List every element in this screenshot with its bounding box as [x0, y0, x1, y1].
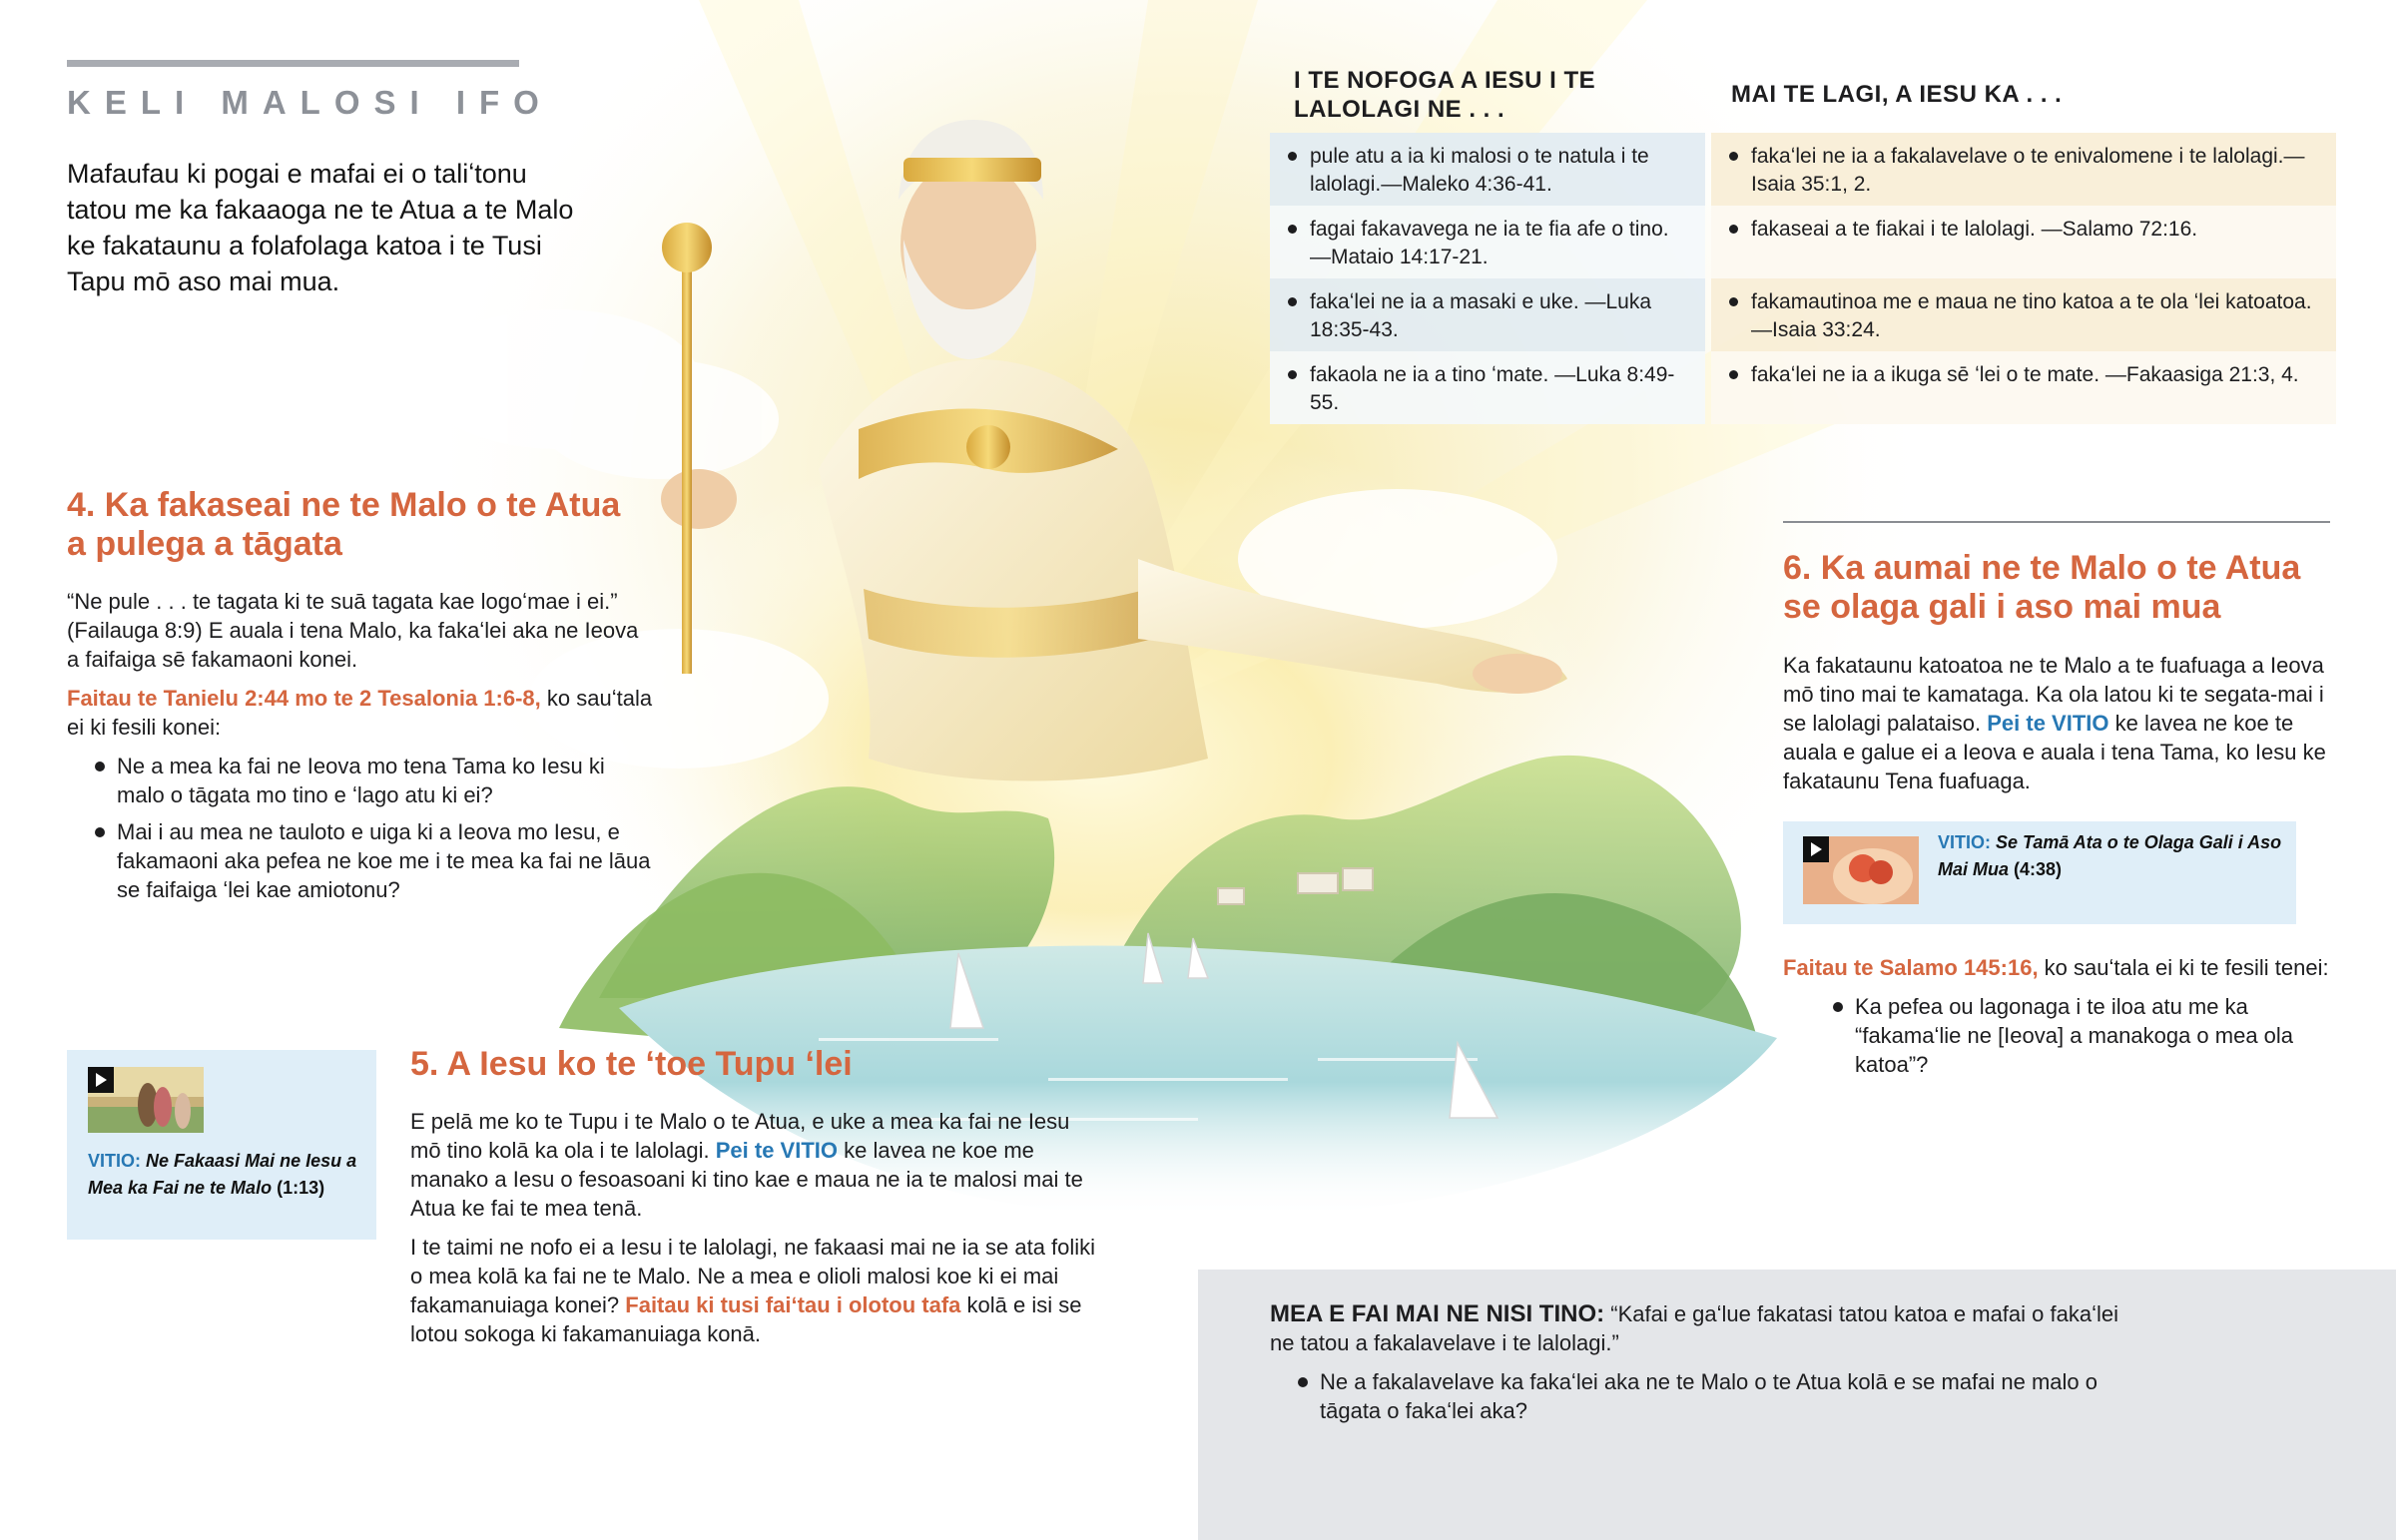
intro-text: Mafaufau ki pogai e mafai ei o taliʻtonu tatou me ka fakaaoga ne te Atua a te Malo ke fakataunu a folafolaga katoa i te Tusi Tapu mō aso mai mua. — [67, 159, 574, 296]
bottom-title: MEA E FAI MAI NE NISI TINO: — [1270, 1300, 1605, 1327]
table-item: fakaʻlei ne ia a ikuga sē ʻlei o te mate. —Fakaasiga 21:3, 4. — [1727, 361, 2320, 389]
table-col2-header: MAI TE LAGI, A IESU KA . . . — [1731, 81, 2063, 108]
table-item: fagai fakavavega ne ia te fia afe o tino.—Mataio 14:17-21. — [1286, 216, 1689, 271]
bottom-questions — [1296, 1367, 2118, 1425]
section-divider — [1783, 521, 2330, 523]
section5-body — [410, 1107, 1099, 1358]
play-icon[interactable] — [88, 1067, 114, 1093]
scripture-link[interactable]: Faitau te Tanielu 2:44 mo te 2 Tesalonia 1:6-8, — [67, 686, 541, 711]
section6-heading: 6. Ka aumai ne te Malo o te Atua se olaga gali i aso mai mua — [1783, 549, 2301, 626]
bottom-quote: MEA E FAI MAI NE NISI TINO: “Kafai e gaʻlue fakatasi tatou katoa e mafai o fakaʻlei ne tatou a fakalavelave i te lalolagi.” — [1270, 1300, 2118, 1355]
video-thumbnail[interactable] — [1803, 836, 1919, 904]
video-caption-1: VITIO: Ne Fakaasi Mai ne Iesu a Mea ka Fai ne te Malo (1:13) — [88, 1151, 357, 1198]
table-cell — [1711, 133, 2336, 206]
video-box-2[interactable] — [1783, 821, 2296, 924]
table-item: fakaʻlei ne ia a masaki e uke. —Luka 18:35-43. — [1286, 288, 1689, 344]
table-cell — [1270, 133, 1705, 206]
section6-paragraph: Ka fakataunu katoatoa ne te Malo a te fuafuaga a Ieova mō tino mai te kamataga. Ka ola latou ki te segata-mai i se lalolagi palataiso. Pei te VITIO ke lavea ne koe te auala e galue ei a Ieova e auala i tena Tama, ko Iesu ke fakataunu Tena fuafuaga. — [1783, 653, 2326, 793]
table-cell — [1270, 278, 1705, 351]
section4-body — [67, 587, 656, 912]
table-cell — [1711, 278, 2336, 351]
section4-read-instruction: Faitau te Tanielu 2:44 mo te 2 Tesalonia 1:6-8, ko sauʻtala ei ki fesili konei: — [67, 686, 653, 740]
section6-questions — [1831, 992, 2332, 1079]
bottom-panel-content — [1270, 1299, 2118, 1433]
section6-read — [1783, 953, 2332, 1087]
video-duration: (1:13) — [277, 1178, 325, 1198]
question-item: Ne a mea ka fai ne Ieova mo tena Tama ko Iesu ki malo o tāgata mo tino e ʻlago atu ki ei? — [93, 752, 656, 809]
section6-body — [1783, 651, 2332, 805]
video-title[interactable]: Ne Fakaasi Mai ne Iesu a Mea ka Fai ne te Malo — [88, 1151, 357, 1198]
section4-heading: 4. Ka fakaseai ne te Malo o te Atua a pulega a tāgata — [67, 486, 621, 563]
section5-heading: 5. A Iesu ko te ʻtoe Tupu ʻlei — [410, 1045, 853, 1083]
question-item: Mai i au mea ne tauloto e uiga ki a Ieova mo Iesu, e fakamaoni aka pefea ne koe me i te mea ka fai ne lāua se faifaiga ʻlei kae amiotonu? — [93, 817, 656, 904]
top-rule — [67, 60, 519, 67]
section5-paragraph: E pelā me ko te Tupu i te Malo o te Atua, e uke a mea ka fai ne Iesu mō tino kolā ka ola i te lalolagi. Pei te VITIO ke lavea ne koe me manako a Iesu o fesoasoani ki tino kae e maua ne ia te malosi mai te Atua ke fai te mea tenā. — [410, 1109, 1083, 1221]
play-icon[interactable] — [1803, 836, 1829, 862]
play-video-link[interactable]: Pei te VITIO — [1987, 711, 2109, 736]
section5-paragraph: I te taimi ne nofo ei a Iesu i te lalolagi, ne fakaasi mai ne ia se ata foliki o mea kolā ka fai ne te Malo. Ne a mea e olioli malosi koe ki ei mai fakamanuiaga konei? Faitau ki tusi faiʻtau i olotou tafa kolā e isi se lotou sokoga ki fakamanuiaga konā. — [410, 1235, 1096, 1346]
section-label: KELI MALOSI IFO — [67, 84, 553, 121]
table-item: fakaola ne ia a tino ʻmate. —Luka 8:49-55. — [1286, 361, 1689, 417]
comparison-table — [1270, 133, 2330, 424]
table-cell — [1270, 351, 1705, 424]
video-title[interactable]: Se Tamā Ata o te Olaga Gali i Aso Mai Mua — [1938, 832, 2282, 879]
table-item: fakaseai a te fiakai i te lalolagi. —Salamo 72:16. — [1727, 216, 2320, 244]
table-item: fakamautinoa me e maua ne tino katoa a te ola ʻlei katoatoa.—Isaia 33:24. — [1727, 288, 2320, 344]
table-col1-header: I TE NOFOGA A IESU I TE LALOLAGI NE . . . — [1294, 67, 1596, 123]
scripture-link[interactable]: Faitau te Salamo 145:16, — [1783, 955, 2039, 980]
question-item: Ne a fakalavelave ka fakaʻlei aka ne te Malo o te Atua kolā e se mafai ne malo o tāgata o fakaʻlei aka? — [1296, 1367, 2118, 1425]
section4-quote: “Ne pule . . . te tagata ki te suā tagata kae logoʻmae i ei.” (Failauga 8:9) E auala i tena Malo, ka fakaʻlei aka ne Ieova a faifaiga sē fakamaoni konei. — [67, 589, 639, 672]
table-item: fakaʻlei ne ia a fakalavelave o te enivalomene i te lalolagi.—Isaia 35:1, 2. — [1727, 143, 2320, 199]
table-cell — [1270, 206, 1705, 278]
table-cell — [1711, 206, 2336, 278]
video-thumbnail[interactable] — [88, 1067, 204, 1133]
play-video-link[interactable]: Pei te VITIO — [715, 1138, 838, 1163]
section6-read-instruction: Faitau te Salamo 145:16, ko sauʻtala ei ki te fesili tenei: — [1783, 955, 2329, 980]
table-item: pule atu a ia ki malosi o te natula i te lalolagi.—Maleko 4:36-41. — [1286, 143, 1689, 199]
video-box-1[interactable] — [67, 1050, 376, 1240]
video-caption-2: VITIO: Se Tamā Ata o te Olaga Gali i Aso Mai Mua (4:38) — [1938, 832, 2282, 879]
question-item: Ka pefea ou lagonaga i te iloa atu me ka “fakamaʻlie ne [Ieova] a manakoga o mea ola katoa”? — [1831, 992, 2332, 1079]
table-cell — [1711, 351, 2336, 424]
scripture-link[interactable]: Faitau ki tusi faiʻtau i olotou tafa — [625, 1292, 961, 1317]
video-duration: (4:38) — [2014, 859, 2063, 879]
section4-questions — [93, 752, 656, 904]
